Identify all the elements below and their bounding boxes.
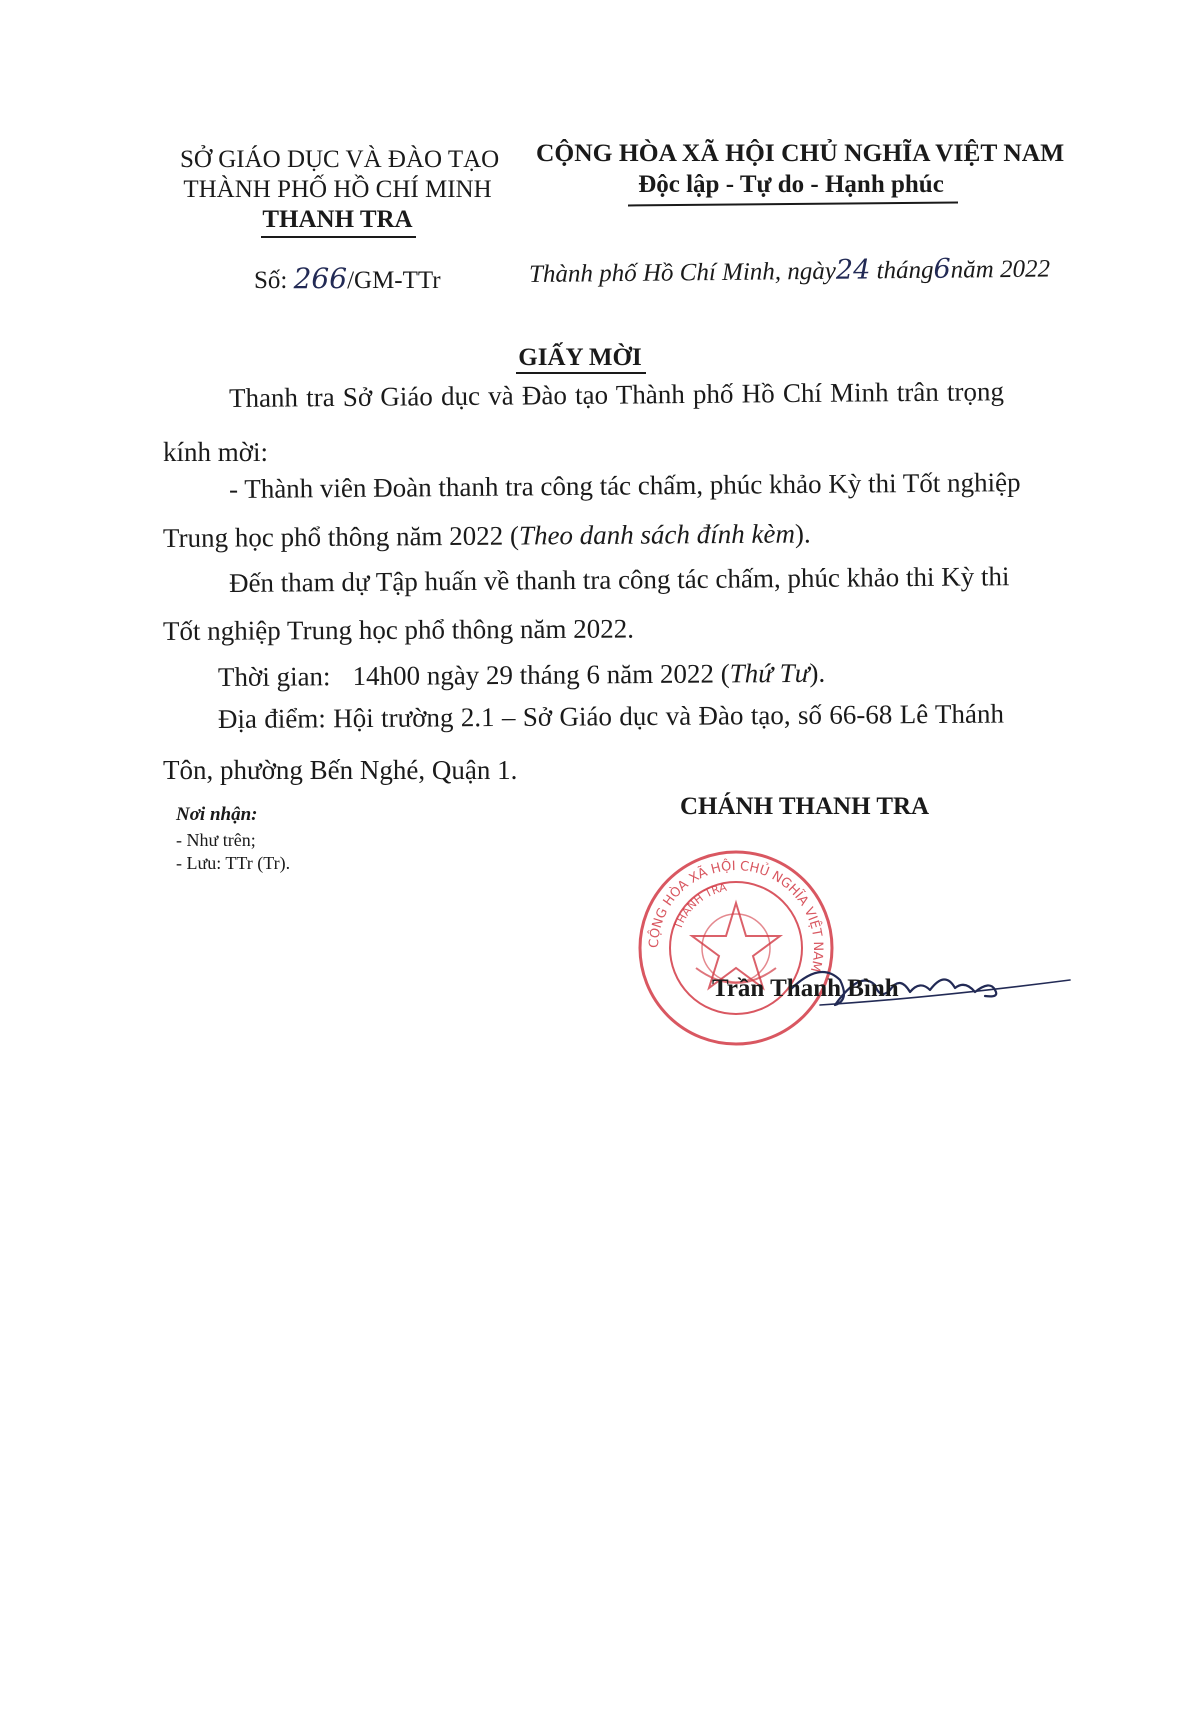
title-underline bbox=[516, 372, 646, 374]
seal-outer-text: CỘNG HÒA XÃ HỘI CHỦ NGHĨA VIỆT NAM bbox=[646, 858, 826, 974]
seal-inner-text: THANH TRA bbox=[671, 880, 728, 932]
motto-underline bbox=[628, 202, 958, 207]
p2-line2-end: ). bbox=[794, 518, 811, 549]
date-day: 24 bbox=[835, 254, 871, 286]
national-title: CỘNG HÒA XÃ HỘI CHỦ NGHĨA VIỆT NAM bbox=[536, 138, 1065, 167]
place-line-2: Tôn, phường Bến Nghé, Quận 1. bbox=[163, 755, 518, 785]
agency-line-3: THANH TRA bbox=[262, 206, 413, 233]
date-part-3: năm 2022 bbox=[950, 255, 1051, 284]
signer-name: Trần Thanh Bình bbox=[712, 975, 899, 1002]
date-part-2: tháng bbox=[870, 256, 934, 285]
paragraph-3-line-1: Đến tham dự Tập huấn về thanh tra công tác chấm, phúc khảo thi Kỳ thi bbox=[228, 561, 1010, 598]
time-end: ). bbox=[809, 657, 826, 688]
time-value: 14h00 ngày 29 tháng 6 năm 2022 ( bbox=[352, 658, 730, 692]
date-month: 6 bbox=[933, 253, 951, 285]
national-motto: Độc lập - Tự do - Hạnh phúc bbox=[638, 171, 944, 198]
document-title: GIẤY MỜI bbox=[518, 344, 642, 371]
date-part-1: Thành phố Hồ Chí Minh, ngày bbox=[528, 257, 837, 288]
paragraph-3-line-2: Tốt nghiệp Trung học phổ thông năm 2022. bbox=[162, 613, 635, 646]
paragraph-2-line-2 bbox=[163, 519, 811, 553]
p2-line2-italic: Theo danh sách đính kèm bbox=[518, 518, 796, 551]
doc-number-prefix: Số: bbox=[254, 267, 294, 294]
doc-number-suffix: /GM-TTr bbox=[347, 267, 441, 294]
date-line bbox=[529, 255, 1050, 287]
paragraph-1-line-2: kính mời: bbox=[163, 437, 269, 467]
document-number bbox=[254, 262, 441, 295]
paragraph-2-line-1: - Thành viên Đoàn thanh tra công tác chấm, phúc khảo Kỳ thi Tốt nghiệp bbox=[228, 467, 1021, 504]
place-line-1: Địa điểm: Hội trường 2.1 – Sở Giáo dục và Đào tạo, số 66-68 Lê Thánh bbox=[217, 698, 1005, 734]
recipient-item-2: - Lưu: TTr (Tr). bbox=[176, 853, 291, 873]
paragraph-1-line-1: Thanh tra Sở Giáo dục và Đào tạo Thành phố Hồ Chí Minh trân trọng bbox=[228, 376, 1005, 413]
p2-line2-text: Trung học phổ thông năm 2022 ( bbox=[162, 520, 520, 553]
time-line bbox=[218, 659, 825, 693]
time-weekday: Thứ Tư bbox=[729, 657, 810, 689]
recipient-item-1: - Như trên; bbox=[176, 830, 256, 850]
doc-number-handwritten: 266 bbox=[293, 262, 348, 295]
signer-title: CHÁNH THANH TRA bbox=[680, 793, 930, 820]
agency-line-2: THÀNH PHỐ HỒ CHÍ MINH bbox=[183, 176, 492, 203]
recipients-label: Nơi nhận: bbox=[176, 804, 258, 825]
agency-line-1: SỞ GIÁO DỤC VÀ ĐÀO TẠO bbox=[180, 146, 500, 173]
agency-underline bbox=[261, 236, 416, 238]
time-label: Thời gian: bbox=[217, 661, 331, 692]
